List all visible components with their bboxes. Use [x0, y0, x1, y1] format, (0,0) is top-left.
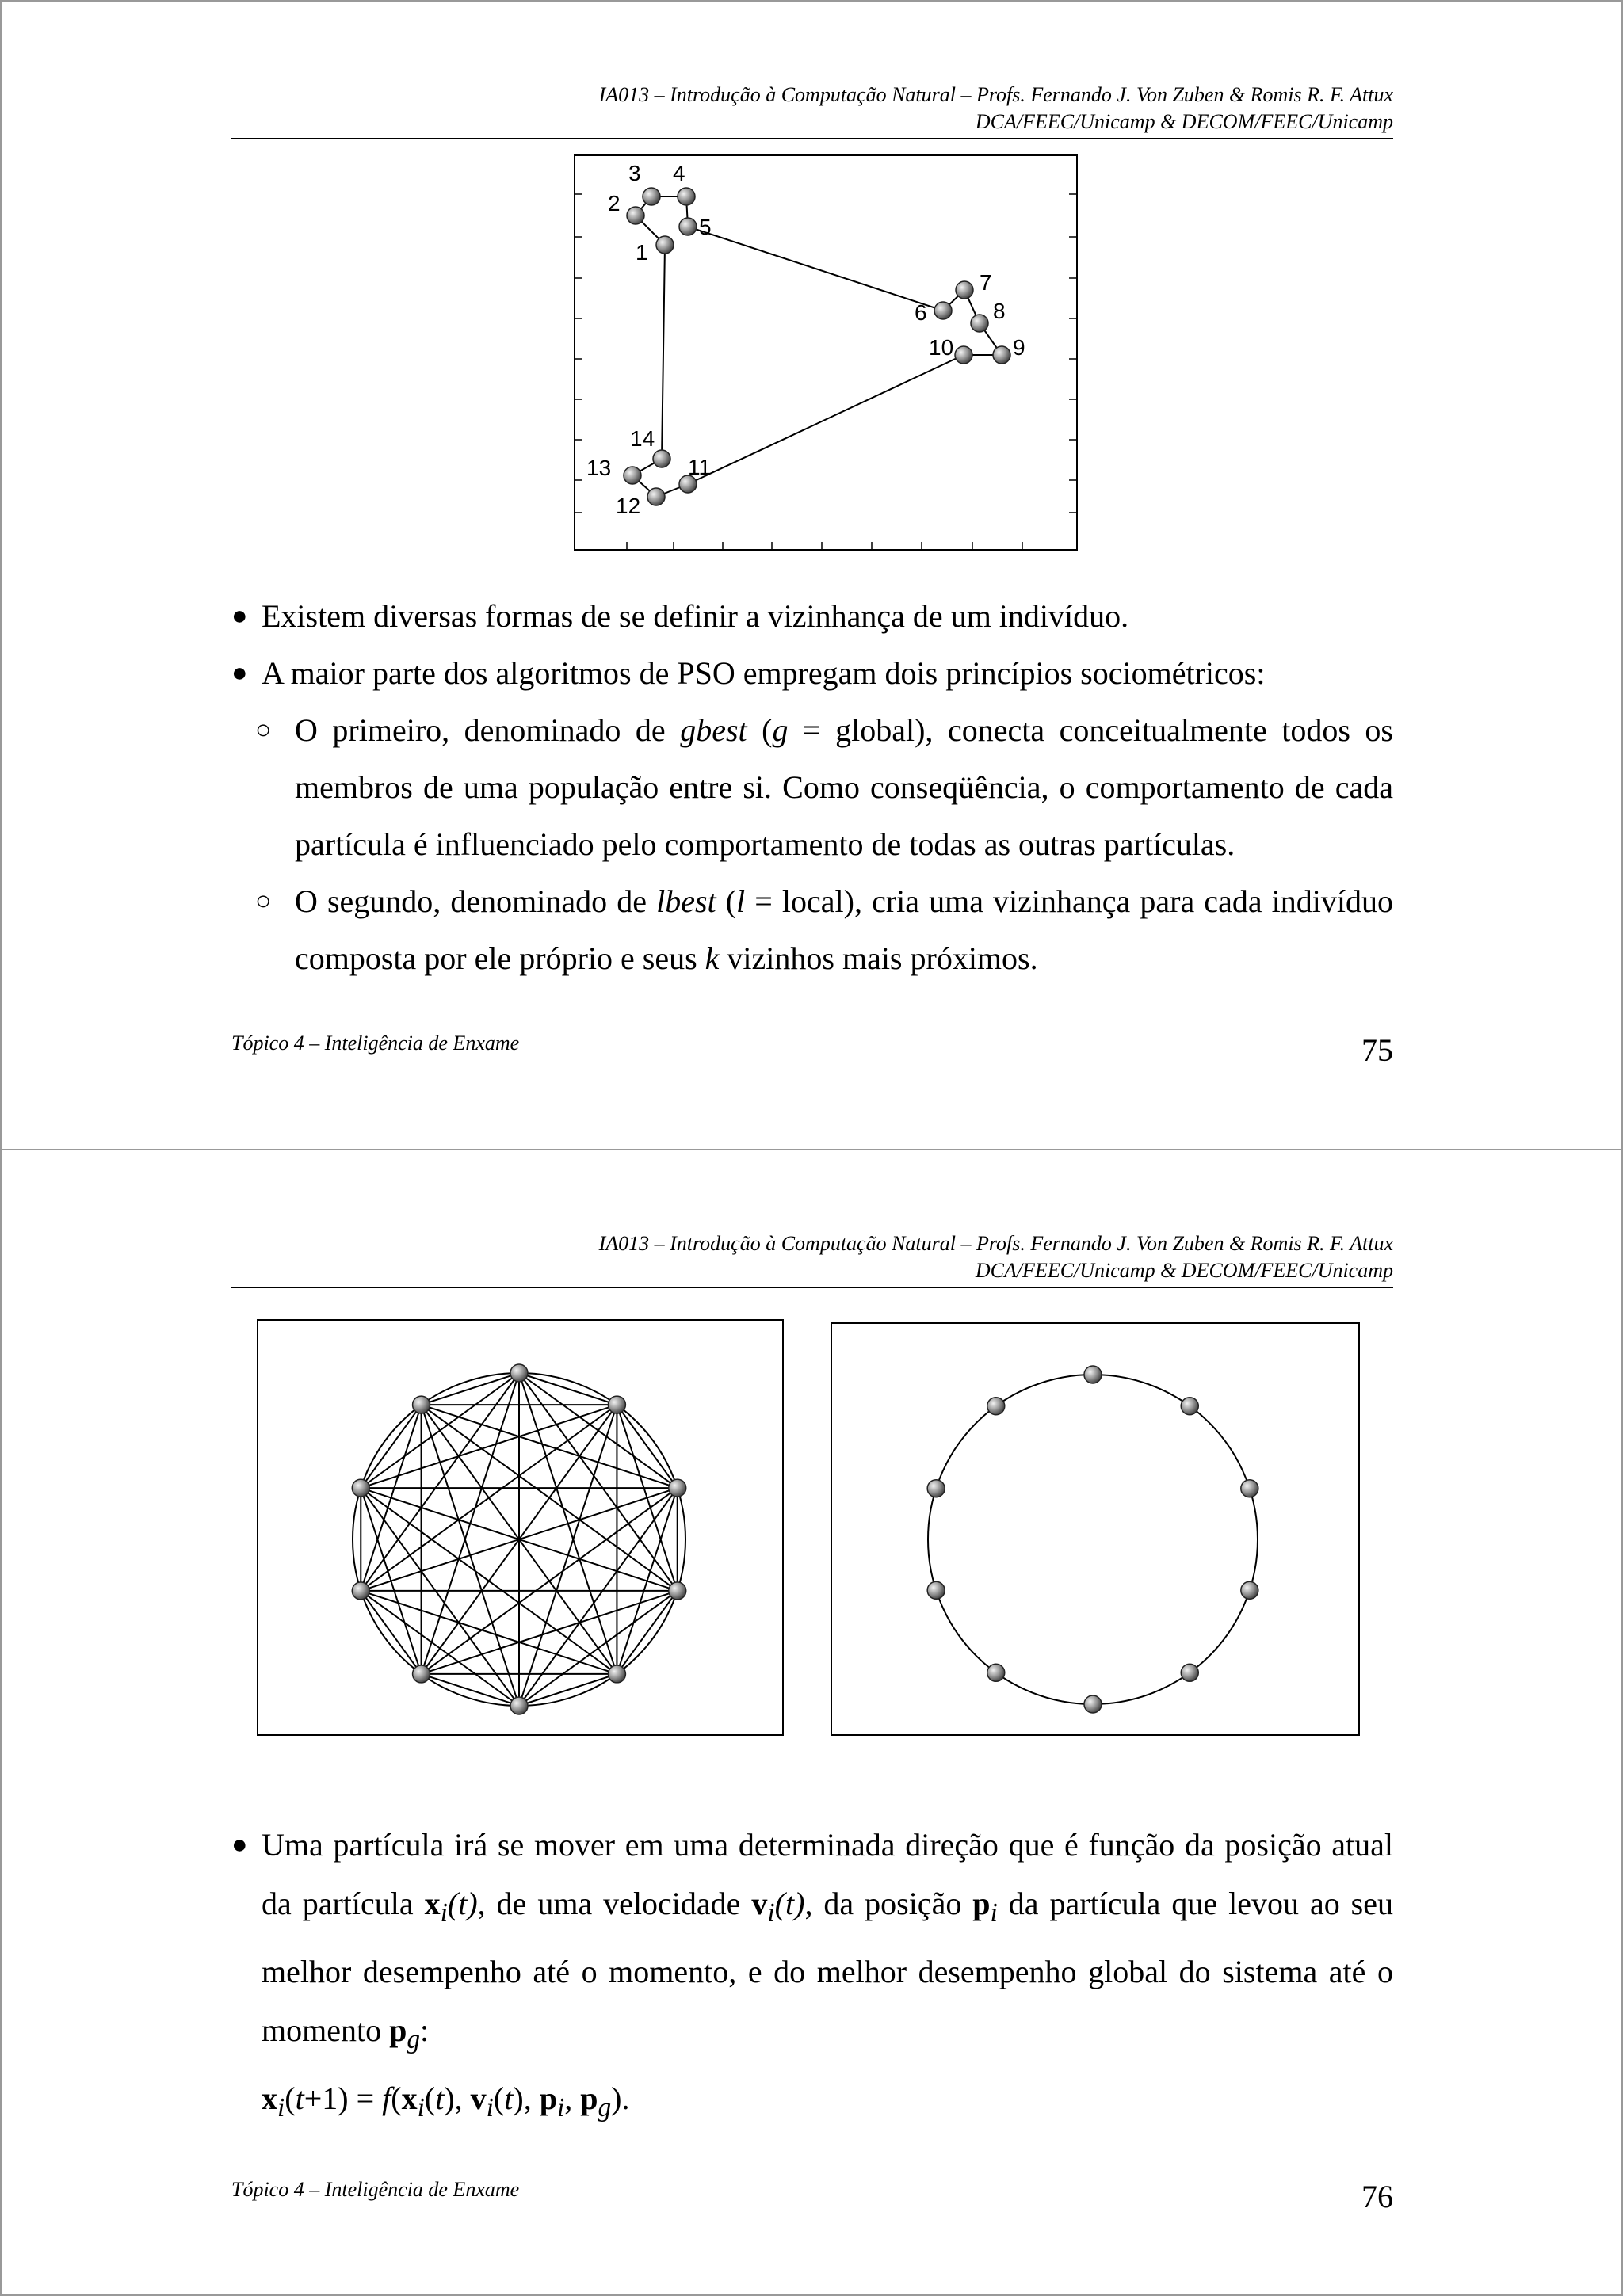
- node-label: 1: [636, 240, 648, 265]
- text-run: (: [285, 2081, 296, 2116]
- gbest-edge: [422, 1405, 678, 1591]
- particle-node: [352, 1582, 369, 1600]
- symbol-i: i: [486, 2093, 494, 2122]
- header-title: IA013 – Introdução à Computação Natural – Profs. Fernando J. Von Zuben & Romis R. F. Attux: [598, 1232, 1393, 1255]
- particle-node: [993, 346, 1010, 364]
- sub-bullet-gbest: [231, 702, 1393, 873]
- particle-node: [352, 1479, 369, 1497]
- particle-node: [653, 450, 670, 467]
- symbol-g: g: [407, 2025, 421, 2054]
- term-k: k: [705, 940, 720, 976]
- gbest-edge: [361, 1405, 617, 1488]
- text-run: = global), conecta conceitualmente todos os membros de uma população entre si. Como conseqüência, o comportamento de cada partícula é influenciado pelo comportamento de todas as outras partículas.: [295, 712, 1394, 862]
- particle-node: [678, 188, 695, 205]
- particle-node: [1181, 1664, 1198, 1681]
- gbest-edge: [361, 1373, 519, 1591]
- symbol-i: i: [990, 1898, 998, 1928]
- bullet-item: [231, 645, 1393, 702]
- lbest-circle: [928, 1375, 1258, 1704]
- gbest-edge: [361, 1405, 421, 1488]
- symbol-g: g: [598, 2093, 612, 2122]
- gbest-edge: [361, 1591, 617, 1674]
- symbol-p: p: [972, 1886, 991, 1921]
- symbol-x: x: [262, 2081, 277, 2116]
- gbest-edge: [361, 1488, 617, 1674]
- particle-node: [679, 218, 697, 235]
- text-run: vizinhos mais próximos.: [719, 940, 1038, 976]
- symbol-t: (t): [447, 1886, 478, 1921]
- particle-node: [510, 1364, 528, 1382]
- lbest-nodes: [927, 1366, 1258, 1713]
- node-label: 11: [688, 455, 712, 479]
- text-run: ,: [564, 2081, 581, 2116]
- symbol-f: f: [382, 2081, 391, 2116]
- term-lbest: lbest: [656, 883, 716, 919]
- header-affiliation: DCA/FEEC/Unicamp & DECOM/FEEC/Unicamp: [975, 110, 1393, 133]
- gbest-edge: [519, 1373, 678, 1591]
- particle-node: [971, 315, 988, 332]
- bullet-icon: ●: [231, 1830, 248, 1859]
- text-run: Uma partícula irá se mover em uma determinada direção que é função da posição atual da partícula: [262, 1827, 1393, 1921]
- text-run: :: [420, 2012, 430, 2048]
- particle-node: [1241, 1581, 1258, 1599]
- particle-node: [510, 1697, 528, 1714]
- particle-node: [413, 1396, 430, 1413]
- symbol-v: v: [470, 2081, 487, 2116]
- node-label: 2: [608, 191, 621, 215]
- particle-node: [413, 1665, 430, 1683]
- particle-node: [987, 1398, 1005, 1415]
- text-run: (: [493, 2081, 505, 2116]
- node-label: 5: [699, 215, 712, 239]
- particle-node: [656, 236, 674, 254]
- node-label: 7: [980, 270, 992, 295]
- sub-bullet-lbest: [231, 873, 1393, 987]
- text-run: O primeiro, denominado de: [295, 712, 681, 748]
- footer-topic: Tópico 4 – Inteligência de Enxame: [231, 2178, 520, 2201]
- term-gbest: gbest: [680, 712, 747, 748]
- gbest-edge: [422, 1373, 519, 1405]
- node-label: 12: [616, 494, 641, 518]
- text-run: , da posição: [804, 1886, 973, 1921]
- particle-node: [987, 1664, 1005, 1681]
- term-g: g: [772, 712, 789, 748]
- symbol-t: t: [504, 2081, 514, 2116]
- bullet-list: [231, 588, 1393, 987]
- gbest-edges: [361, 1373, 677, 1706]
- node-label: 9: [1013, 335, 1025, 360]
- text-run: da partícula que levou ao seu melhor desempenho até o momento, e do melhor desempenho global do sistema até o momento: [262, 1886, 1393, 2048]
- symbol-t: t: [435, 2081, 445, 2116]
- text-run: (: [747, 712, 773, 748]
- particle-node: [956, 281, 973, 299]
- text-run: ),: [444, 2081, 471, 2116]
- gbest-edge: [519, 1488, 678, 1706]
- circle-bullet-icon: ○: [255, 887, 272, 916]
- node-label: 13: [586, 456, 612, 480]
- particle-node: [627, 207, 644, 224]
- page-number: 75: [1361, 1032, 1393, 1068]
- particle-node: [1181, 1398, 1198, 1415]
- gbest-edge: [422, 1405, 678, 1488]
- node-label: 4: [673, 161, 685, 185]
- symbol-p: p: [580, 2081, 598, 2116]
- particle-node: [955, 346, 972, 364]
- gbest-edge: [617, 1591, 677, 1674]
- text-run: ).: [611, 2081, 630, 2116]
- text-run: (: [424, 2081, 436, 2116]
- text-run: , de uma velocidade: [477, 1886, 752, 1921]
- particle-node: [934, 302, 952, 319]
- symbol-v: v: [751, 1886, 768, 1921]
- gbest-edge: [361, 1591, 519, 1706]
- header-title: IA013 – Introdução à Computação Natural – Profs. Fernando J. Von Zuben & Romis R. F. Attux: [598, 83, 1393, 106]
- text-run: (: [391, 2081, 402, 2116]
- particle-node: [643, 188, 660, 205]
- neighborhood-diagram: [2, 2, 1621, 572]
- symbol-x: x: [424, 1886, 441, 1921]
- particle-node: [647, 488, 665, 505]
- body-text: [231, 1816, 1393, 2138]
- gbest-edge: [519, 1373, 617, 1405]
- lbest-frame: [831, 1323, 1359, 1735]
- particle-node: [624, 467, 641, 484]
- text-run: ),: [513, 2081, 540, 2116]
- page-number: 76: [1361, 2179, 1393, 2214]
- text-run: O segundo, denominado de: [295, 883, 657, 919]
- particle-node: [1084, 1366, 1102, 1383]
- gbest-edge: [617, 1405, 677, 1488]
- gbest-edge: [422, 1405, 519, 1706]
- bullet-item: [231, 1816, 1393, 2069]
- gbest-edge: [422, 1674, 519, 1706]
- node-label: 6: [915, 300, 927, 325]
- node-label: 10: [929, 335, 954, 360]
- symbol-p: p: [389, 2012, 407, 2048]
- particle-node: [608, 1396, 625, 1413]
- symbol-x: x: [401, 2081, 418, 2116]
- node-label: 14: [630, 426, 655, 451]
- bullet-icon: ●: [231, 601, 248, 631]
- text-run: +1) =: [304, 2081, 383, 2116]
- bullet-text: Existem diversas formas de se definir a vizinhança de um indivíduo.: [262, 598, 1129, 634]
- symbol-t: t: [295, 2081, 304, 2116]
- node-label: 8: [993, 299, 1006, 323]
- slide-76: [0, 1149, 1623, 2296]
- bullet-item: [231, 588, 1393, 645]
- particle-node: [1241, 1480, 1258, 1497]
- symbol-i: i: [767, 1898, 775, 1928]
- symbol-i: i: [440, 1898, 448, 1928]
- header-affiliation: DCA/FEEC/Unicamp & DECOM/FEEC/Unicamp: [975, 1259, 1393, 1282]
- particle-node: [927, 1581, 945, 1599]
- term-l: l: [736, 883, 746, 919]
- bullet-text: A maior parte dos algoritmos de PSO empregam dois princípios sociométricos:: [262, 655, 1266, 691]
- node-label: 3: [628, 161, 641, 185]
- symbol-p: p: [539, 2081, 557, 2116]
- particle-node: [927, 1480, 945, 1497]
- symbol-t: (t): [774, 1886, 805, 1921]
- update-equation: [231, 2069, 1393, 2138]
- circle-bullet-icon: ○: [255, 715, 272, 745]
- topology-diagrams: [2, 1150, 1621, 1784]
- gbest-edge: [422, 1591, 678, 1674]
- particle-node: [669, 1582, 686, 1600]
- text-run: = local), cria uma vizinhança para cada indivíduo composta por ele próprio e seus: [295, 883, 1394, 976]
- text-run: (: [716, 883, 737, 919]
- symbol-i: i: [417, 2093, 425, 2122]
- particle-node: [669, 1479, 686, 1497]
- symbol-i: i: [556, 2093, 565, 2122]
- footer-topic: Tópico 4 – Inteligência de Enxame: [231, 1032, 520, 1055]
- particle-node: [1084, 1695, 1102, 1713]
- particle-node: [608, 1665, 625, 1683]
- gbest-edge: [361, 1591, 421, 1674]
- gbest-edge: [519, 1674, 617, 1706]
- bullet-icon: ●: [231, 658, 248, 688]
- symbol-i: i: [277, 2093, 285, 2122]
- gbest-edge: [361, 1488, 519, 1706]
